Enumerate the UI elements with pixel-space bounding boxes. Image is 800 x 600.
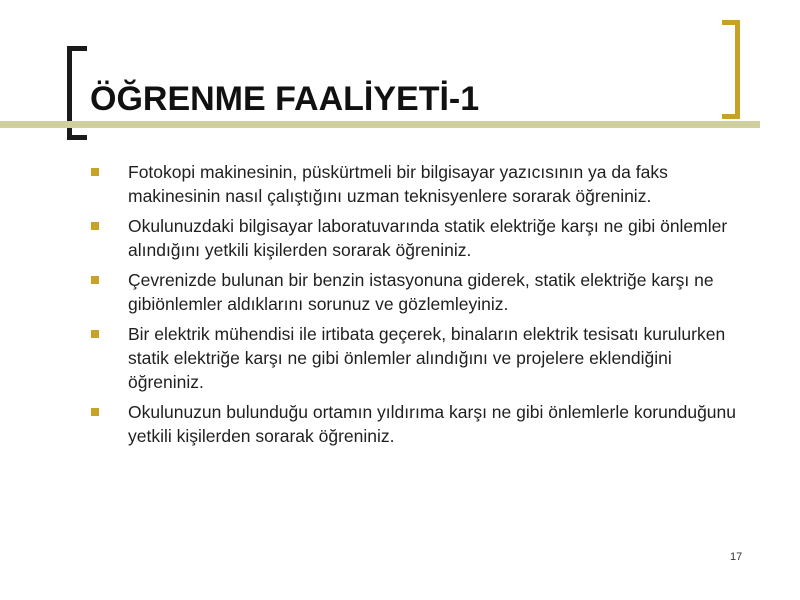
page-number: 17: [730, 551, 743, 563]
right-bracket-top: [722, 20, 740, 25]
square-bullet-icon: [91, 222, 99, 230]
bullet-item: [117, 400, 747, 448]
bullet-text: Fotokopi makinesinin, püskürtmeli bir bilgisayar yazıcısının ya da faks makinesinin nasıl çalıştığını uzman teknisyenlere sorarak öğreniniz.: [128, 162, 668, 206]
bullet-text: Okulunuzdaki bilgisayar laboratuvarında statik elektriğe karşı ne gibi önlemler alındığını yetkili kişilerden sorarak öğreniniz.: [128, 216, 728, 260]
bullet-list: [117, 160, 747, 454]
bullet-item: [117, 214, 747, 262]
bullet-text: Okulunuzun bulunduğu ortamın yıldırıma karşı ne gibi önlemlerle korunduğunu yetkili kişilerden sorarak öğreniniz.: [128, 402, 736, 446]
square-bullet-icon: [91, 168, 99, 176]
square-bullet-icon: [91, 276, 99, 284]
slide-title: ÖĞRENME FAALİYETİ-1: [90, 80, 480, 118]
square-bullet-icon: [91, 408, 99, 416]
left-bracket-top: [67, 46, 87, 51]
left-bracket-bottom: [67, 135, 87, 140]
bullet-text: Çevrenizde bulunan bir benzin istasyonuna giderek, statik elektriğe karşı ne gibiönlemler aldıklarını sorunuz ve gözlemleyiniz.: [128, 270, 714, 314]
right-bracket-vertical: [735, 20, 740, 119]
bullet-item: [117, 160, 747, 208]
title-rule: [0, 121, 760, 128]
bullet-item: [117, 268, 747, 316]
bullet-item: [117, 322, 747, 394]
square-bullet-icon: [91, 330, 99, 338]
bullet-text: Bir elektrik mühendisi ile irtibata geçerek, binaların elektrik tesisatı kurulurken statik elektriğe karşı ne gibi önlemler alındığını ve projelere eklendiğini öğreniniz.: [128, 324, 726, 392]
right-bracket-bottom: [722, 114, 740, 119]
